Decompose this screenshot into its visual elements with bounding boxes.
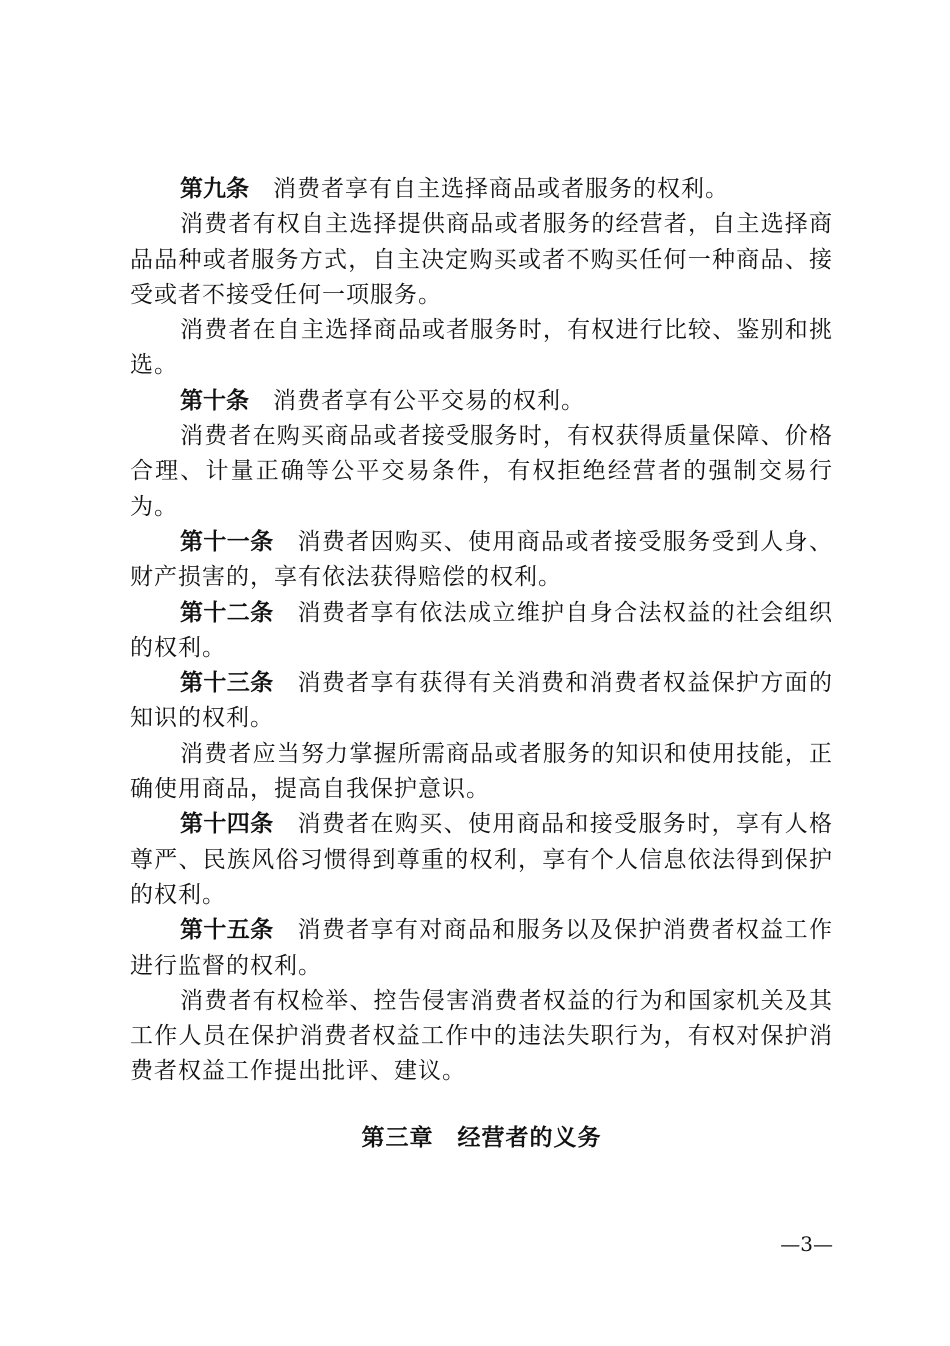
chapter-number: 第三章	[361, 1125, 434, 1151]
paragraph	[130, 207, 833, 313]
article-9	[130, 172, 833, 207]
page-number: —3—	[780, 1232, 833, 1256]
paragraph	[130, 737, 833, 808]
article-text: 消费者享有依法成立维护自身合法权益的社会组织的权利。	[130, 599, 834, 661]
paragraph-text: 消费者有权检举、控告侵害消费者权益的行为和国家机关及其工作人员在保护消费者权益工作中的违法失职行为，有权对保护消费者权益工作提出批评、建议。	[130, 987, 833, 1085]
paragraph-text: 消费者在自主选择商品或者服务时，有权进行比较、鉴别和挑选。	[130, 317, 833, 379]
article-title: 第十四条	[180, 811, 274, 838]
paragraph-text: 消费者在购买商品或者接受服务时，有权获得质量保障、价格合理、计量正确等公平交易条件，有权拒绝经营者的强制交易行为。	[130, 423, 833, 520]
article-14	[130, 807, 833, 913]
article-15	[130, 913, 833, 984]
paragraph-text: 消费者应当努力掌握所需商品或者服务的知识和使用技能，正确使用商品，提高自我保护意识。	[130, 740, 833, 803]
article-text: 消费者享有公平交易的权利。	[273, 387, 585, 414]
article-title: 第十一条	[180, 528, 274, 555]
article-title: 第十条	[180, 387, 249, 414]
body-text	[130, 172, 833, 1090]
article-11	[130, 525, 833, 596]
paragraph	[130, 419, 833, 525]
article-title: 第九条	[180, 176, 249, 202]
article-title: 第十二条	[180, 599, 274, 626]
chapter-heading	[130, 1119, 833, 1152]
article-text: 消费者享有获得有关消费和消费者权益保护方面的知识的权利。	[130, 670, 834, 732]
chapter-title: 经营者的义务	[457, 1125, 602, 1151]
article-13	[130, 666, 833, 737]
article-text: 消费者在购买、使用商品和接受服务时，享有人格尊严、民族风俗习惯得到尊重的权利，享有个人信息依法得到保护的权利。	[130, 811, 834, 908]
article-title: 第十三条	[180, 670, 274, 697]
article-title: 第十五条	[180, 917, 274, 944]
article-12	[130, 596, 833, 667]
article-text: 消费者享有对商品和服务以及保护消费者权益工作进行监督的权利。	[130, 917, 834, 979]
article-text: 消费者享有自主选择商品或者服务的权利。	[273, 176, 729, 202]
article-text: 消费者因购买、使用商品或者接受服务受到人身、财产损害的，享有依法获得赔偿的权利。	[130, 528, 834, 591]
paragraph-text: 消费者有权自主选择提供商品或者服务的经营者，自主选择商品品种或者服务方式，自主决定购买或者不购买任何一种商品、接受或者不接受任何一项服务。	[130, 211, 833, 308]
paragraph	[130, 984, 833, 1090]
article-10	[130, 384, 833, 419]
paragraph	[130, 313, 833, 384]
